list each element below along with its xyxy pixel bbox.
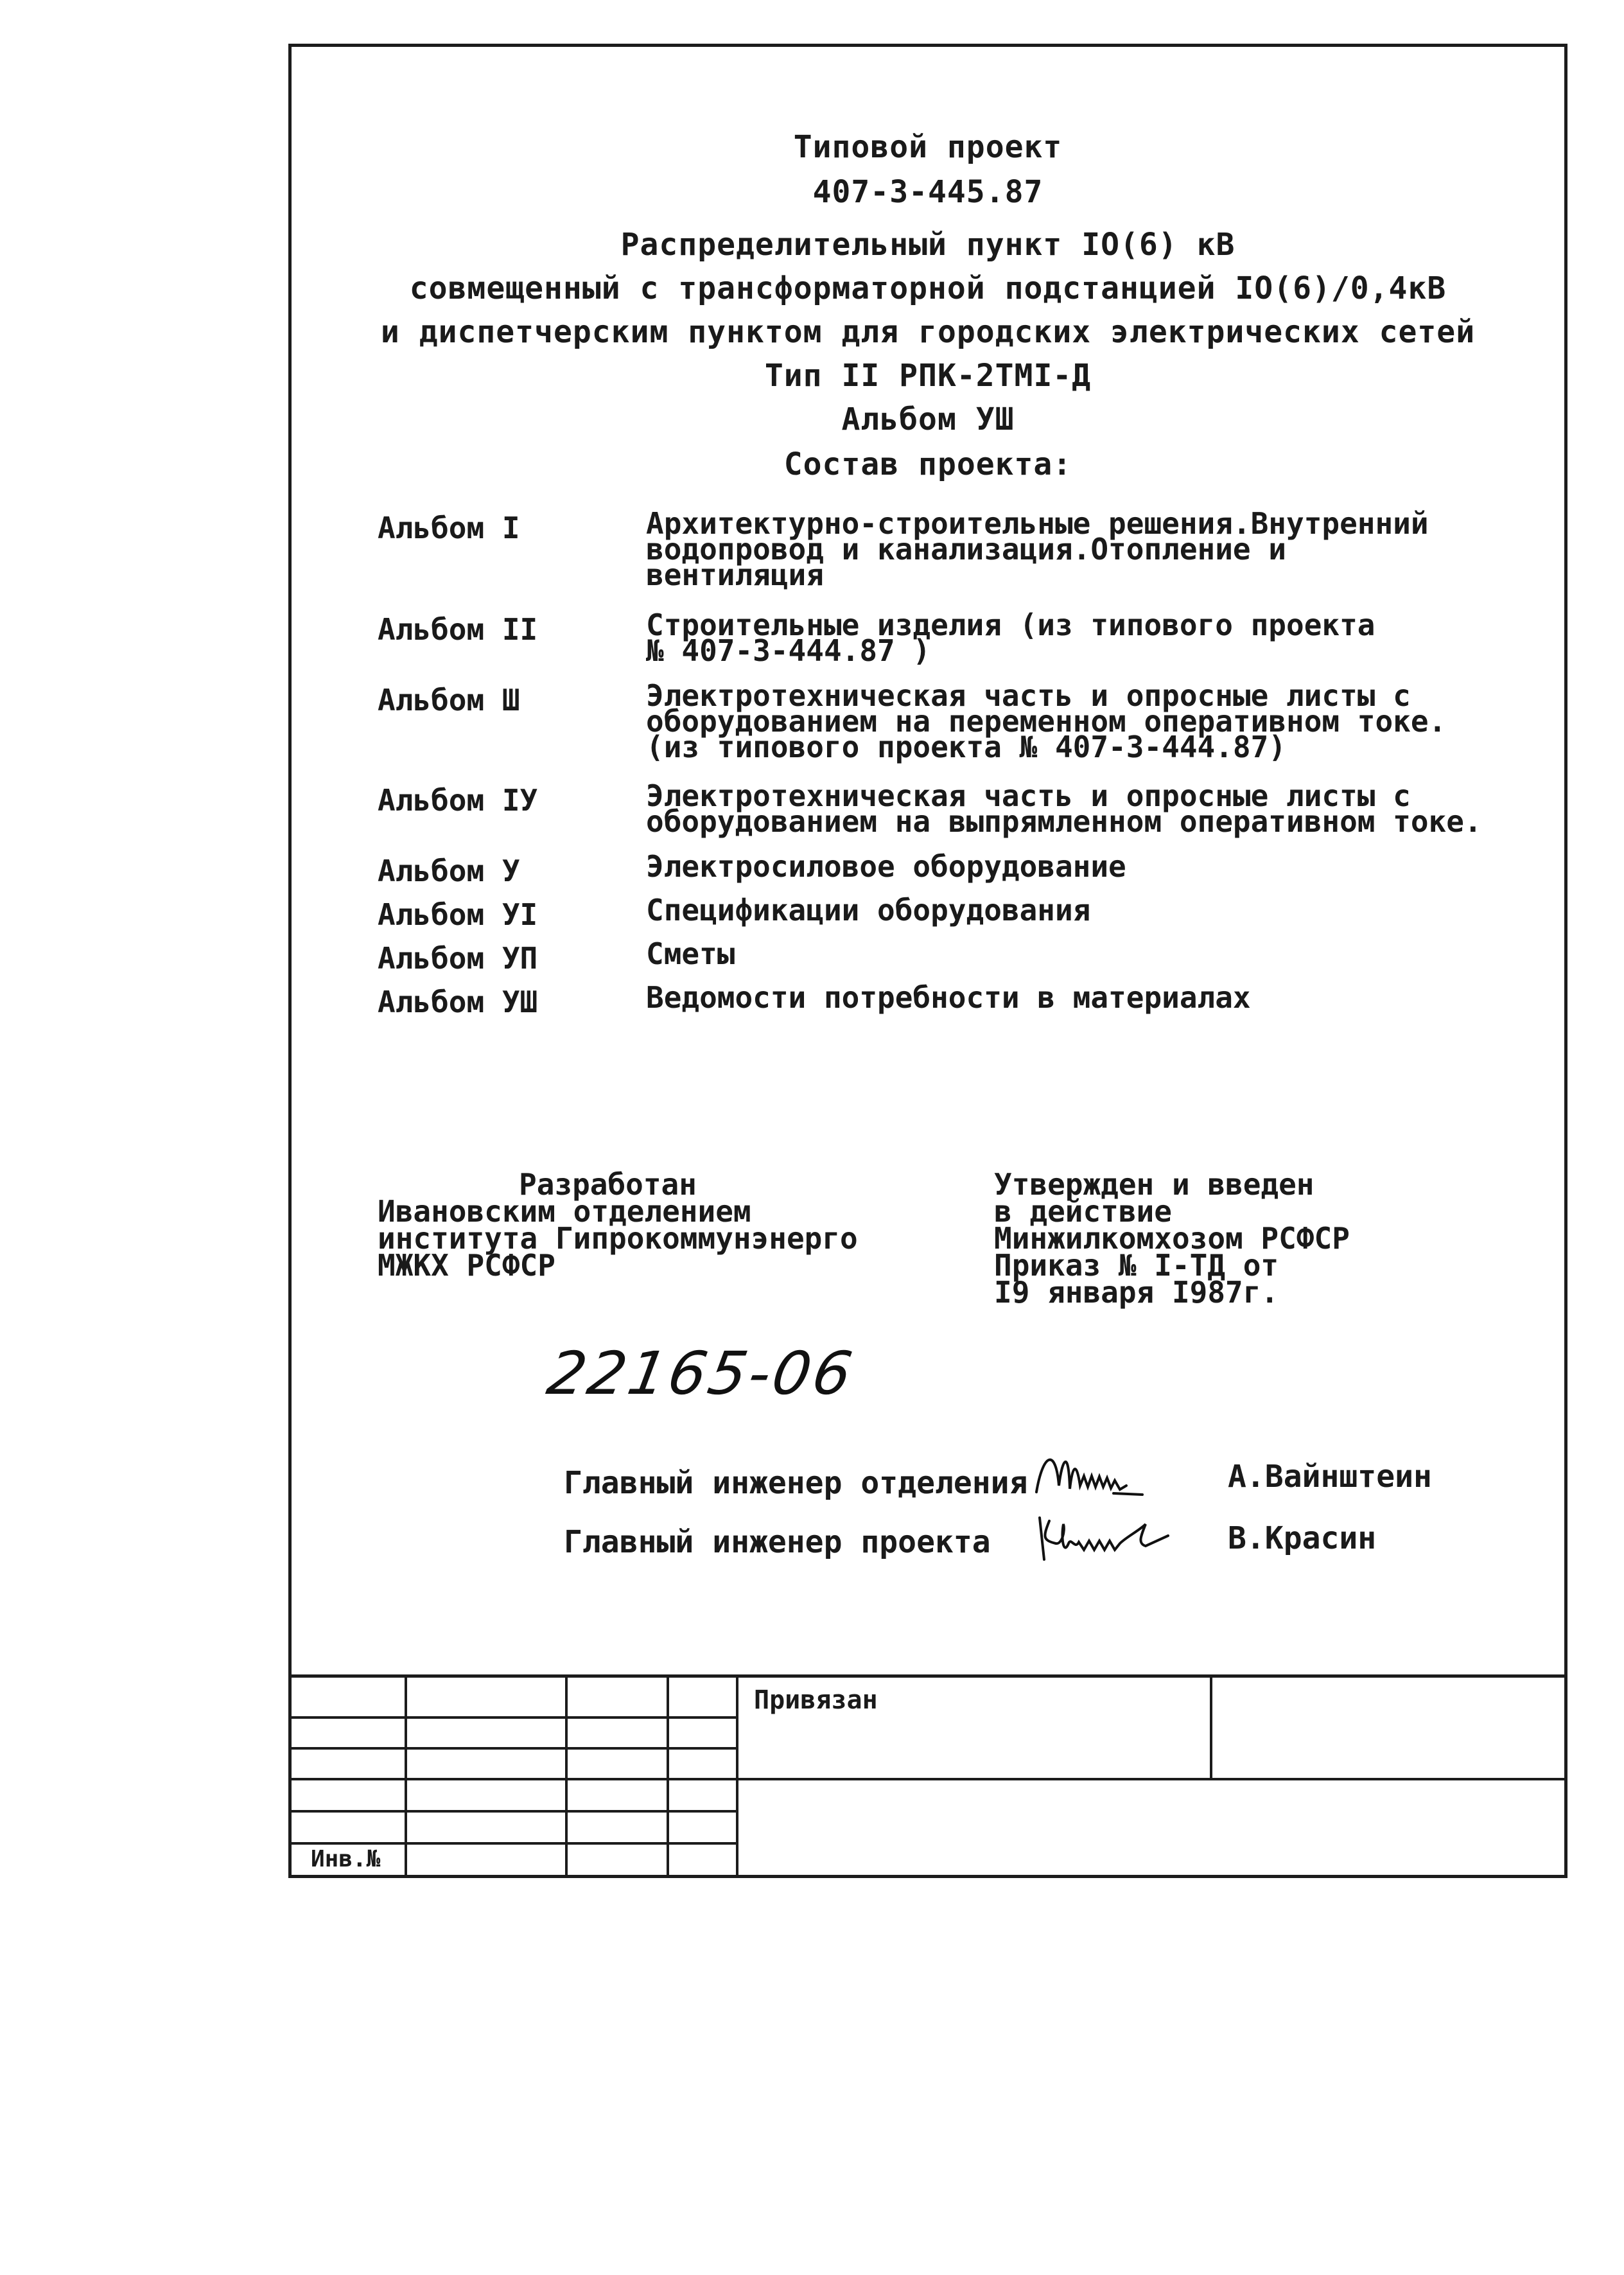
album-desc: Архитектурно-строительные решения.Внутренний водопровод и канализация.Отопление и вентиляция bbox=[646, 506, 1429, 592]
signature-role: Главный инженер проекта bbox=[564, 1524, 991, 1560]
album-number: Альбом УШ bbox=[841, 401, 1015, 437]
grid-line bbox=[292, 1842, 738, 1845]
project-title-line2: совмещенный с трансформаторной подстанцией IO(6)/0,4кВ bbox=[409, 270, 1447, 306]
album-label: Альбом Ш bbox=[378, 683, 520, 717]
grid-line bbox=[292, 1747, 738, 1750]
signature-scribble-2 bbox=[1030, 1505, 1178, 1569]
grid-line bbox=[736, 1678, 738, 1875]
album-desc: Строительные изделия (из типового проекта № 407-3-444.87 ) bbox=[646, 608, 1375, 668]
album-desc: Электросиловое оборудование bbox=[646, 849, 1126, 884]
grid-line bbox=[292, 1810, 738, 1813]
inventory-number-label: Инв.№ bbox=[311, 1846, 381, 1872]
album-desc: Спецификации оборудования bbox=[646, 893, 1091, 927]
album-label: Альбом I bbox=[378, 511, 520, 545]
project-type: Тип II РПК-2ТМI-Д bbox=[764, 358, 1092, 394]
album-desc: Электротехническая часть и опросные листы с оборудованием на выпрямленном оперативном токе. bbox=[646, 778, 1482, 839]
project-number: 407-3-445.87 bbox=[812, 174, 1043, 210]
signature-scribble-1 bbox=[1030, 1441, 1158, 1511]
album-desc: Электротехническая часть и опросные листы с оборудованием на переменном оперативном токе. (из типового проекта № 407-3-444.87) bbox=[646, 678, 1447, 764]
album-label: Альбом УI bbox=[378, 897, 538, 932]
grid-line bbox=[1210, 1678, 1212, 1780]
grid-line bbox=[292, 1716, 738, 1719]
project-title-line3: и диспетчерским пунктом для городских электрических сетей bbox=[380, 314, 1476, 350]
grid-line bbox=[292, 1778, 1564, 1780]
document-frame bbox=[288, 44, 1567, 1878]
grid-line bbox=[405, 1678, 407, 1875]
grid-line bbox=[667, 1678, 669, 1875]
composition-heading: Состав проекта: bbox=[783, 446, 1072, 482]
album-label: Альбом IУ bbox=[378, 783, 538, 818]
album-label: Альбом УШ bbox=[378, 985, 538, 1019]
signature-role: Главный инженер отделения bbox=[564, 1465, 1028, 1501]
album-desc: Ведомости потребности в материалах bbox=[646, 980, 1251, 1015]
developed-by-block: Разработан Ивановским отделением института Гипрокоммунэнерго МЖКХ РСФСР bbox=[378, 1167, 858, 1283]
album-label: Альбом УП bbox=[378, 941, 538, 976]
album-desc: Сметы bbox=[646, 936, 735, 971]
signature-name: А.Вайнштеин bbox=[1228, 1459, 1432, 1495]
signature-name: В.Красин bbox=[1228, 1520, 1377, 1556]
project-title-line1: Распределительный пункт IO(6) кВ bbox=[620, 227, 1235, 263]
grid-line bbox=[565, 1678, 568, 1875]
approved-by-block: Утвержден и введен в действие Минжилкомхозом РСФСР Приказ № I-ТД от I9 января I987г. bbox=[994, 1167, 1350, 1310]
album-label: Альбом II bbox=[378, 612, 538, 647]
album-label: Альбом У bbox=[378, 854, 520, 888]
handwritten-registration-number: 22165-06 bbox=[542, 1339, 860, 1408]
bound-label: Привязан bbox=[754, 1685, 878, 1715]
doc-type: Типовой проект bbox=[793, 129, 1063, 165]
title-block-stamp bbox=[292, 1674, 1564, 1875]
